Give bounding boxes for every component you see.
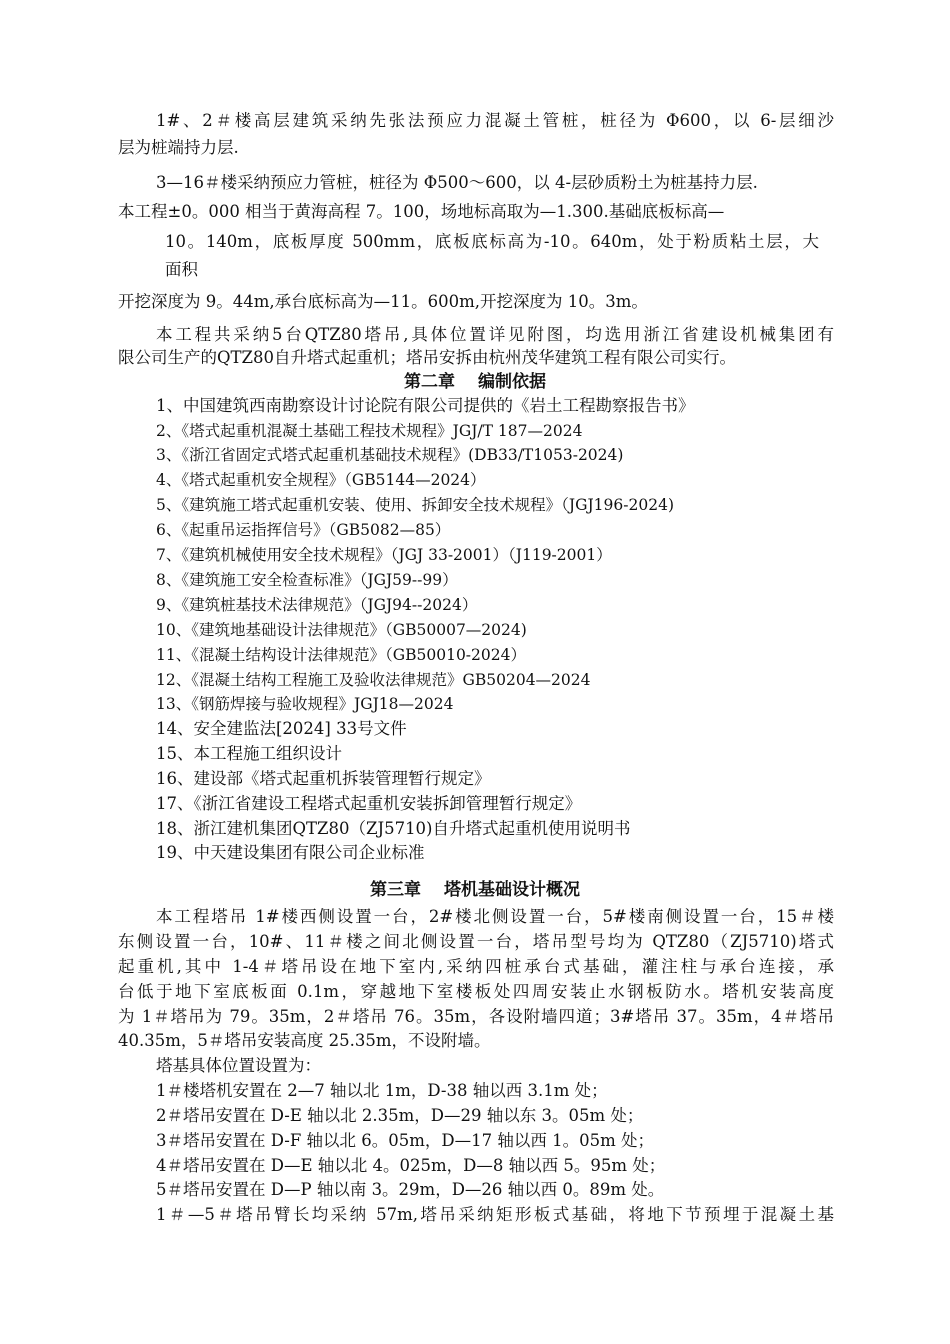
intro-p3-line1: 本工程±0。000 相当于黄海高程 7。100，场地标高取为—1.300.基础底板标高— bbox=[118, 202, 725, 221]
reference-item: 19、中天建设集团有限公司企业标准 bbox=[156, 843, 425, 862]
chapter3-para-line: 东侧设置一台，10#、11＃楼之间北侧设置一台，塔吊型号均为 QTZ80（ZJ5710)塔式 bbox=[118, 932, 834, 951]
reference-item: 9、《建筑桩基技术法律规范》（JGJ94--2024） bbox=[156, 596, 478, 614]
chapter3-para-line: 为 1＃塔吊为 79。35m，2＃塔吊 76。35m，各设附墙四道；3#塔吊 37。35m，4＃塔吊 bbox=[118, 1007, 834, 1026]
chapter3-para-line: 台低于地下室底板面 0.1m，穿越地下室楼板处四周安装止水钢板防水。塔机安装高度 bbox=[118, 982, 834, 1001]
reference-item: 18、浙江建机集团QTZ80（ZJ5710)自升塔式起重机使用说明书 bbox=[156, 819, 631, 838]
reference-item: 14、安全建监法[2024] 33号文件 bbox=[156, 719, 407, 738]
reference-item: 5、《建筑施工塔式起重机安装、使用、拆卸安全技术规程》（JGJ196-2024) bbox=[156, 496, 674, 514]
reference-item: 1、中国建筑西南勘察设计讨论院有限公司提供的《岩土工程勘察报告书》 bbox=[156, 396, 695, 415]
reference-item: 12、《混凝土结构工程施工及验收法律规范》GB50204—2024 bbox=[156, 671, 591, 689]
reference-item: 3、《浙江省固定式塔式起重机基础技术规程》(DB33/T1053-2024) bbox=[156, 446, 624, 464]
intro-p1-line2: 层为桩端持力层. bbox=[118, 138, 239, 157]
chapter3-heading: 第三章 塔机基础设计概况 bbox=[370, 880, 580, 900]
reference-item: 8、《建筑施工安全检查标准》（JGJ59--99） bbox=[156, 571, 458, 589]
positions-intro: 塔基具体位置设置为： bbox=[156, 1056, 321, 1075]
intro-p1-line1: 1#、2＃楼高层建筑采纳先张法预应力混凝土管桩，桩径为 Φ600，以 6-层细沙 bbox=[156, 111, 834, 130]
reference-item: 15、本工程施工组织设计 bbox=[156, 744, 342, 763]
intro-p3-line3: 面积 bbox=[165, 260, 198, 279]
intro-p3-line2: 10。140m，底板厚度 500mm，底板底标高为-10。640m，处于粉质粘土层，大 bbox=[165, 232, 819, 251]
chapter3-para-line: 40.35m，5＃塔吊安装高度 25.35m，不设附墙。 bbox=[118, 1031, 491, 1050]
intro-p4-line1: 本工程共采纳5台QTZ80塔吊,具体位置详见附图，均选用浙江省建设机械集团有 bbox=[156, 325, 834, 344]
reference-item: 7、《建筑机械使用安全技术规程》（JGJ 33-2001）（J119-2001） bbox=[156, 546, 612, 564]
reference-item: 2、《塔式起重机混凝土基础工程技术规程》JGJ/T 187—2024 bbox=[156, 422, 583, 440]
position-item: 3＃塔吊安置在 D-F 轴以北 6。05m，D—17 轴以西 1。05m 处； bbox=[156, 1131, 655, 1150]
reference-item: 10、《建筑地基础设计法律规范》（GB50007—2024) bbox=[156, 621, 527, 639]
position-item: 4＃塔吊安置在 D—E 轴以北 4。025m，D—8 轴以西 5。95m 处； bbox=[156, 1156, 666, 1175]
intro-p3-line4: 开挖深度为 9。44m,承台底标高为—11。600m,开挖深度为 10。3m。 bbox=[118, 292, 648, 311]
chapter3-para-line: 本工程塔吊 1#楼西侧设置一台，2#楼北侧设置一台，5#楼南侧设置一台，15＃楼 bbox=[156, 907, 834, 926]
reference-item: 13、《钢筋焊接与验收规程》JGJ18—2024 bbox=[156, 695, 454, 713]
chapter3-last-line: 1＃—5＃塔吊臂长均采纳 57m,塔吊采纳矩形板式基础，将地下节预埋于混凝土基 bbox=[156, 1205, 834, 1224]
chapter3-para-line: 起重机,其中 1-4＃塔吊设在地下室内,采纳四桩承台式基础，灌注柱与承台连接，承 bbox=[118, 957, 834, 976]
position-item: 1＃楼塔机安置在 2—7 轴以北 1m，D-38 轴以西 3.1m 处； bbox=[156, 1081, 608, 1100]
chapter2-heading: 第二章 编制依据 bbox=[404, 372, 546, 392]
reference-item: 11、《混凝土结构设计法律规范》（GB50010-2024） bbox=[156, 646, 526, 664]
reference-item: 17、《浙江省建设工程塔式起重机安装拆卸管理暂行规定》 bbox=[156, 794, 582, 813]
intro-p4-line2: 限公司生产的QTZ80自升塔式起重机；塔吊安拆由杭州茂华建筑工程有限公司实行。 bbox=[118, 348, 736, 367]
position-item: 2＃塔吊安置在 D-E 轴以北 2.35m，D—29 轴以东 3。05m 处； bbox=[156, 1106, 644, 1125]
reference-item: 4、《塔式起重机安全规程》（GB5144—2024） bbox=[156, 471, 486, 489]
reference-item: 6、《起重吊运指挥信号》（GB5082—85） bbox=[156, 521, 451, 539]
reference-item: 16、建设部《塔式起重机拆装管理暂行规定》 bbox=[156, 769, 491, 788]
intro-p2-line1: 3—16＃楼采纳预应力管桩，桩径为 Φ500～600，以 4-层砂质粉土为桩基持力层. bbox=[156, 173, 758, 192]
position-item: 5＃塔吊安置在 D—P 轴以南 3。29m，D—26 轴以西 0。89m 处。 bbox=[156, 1180, 665, 1199]
